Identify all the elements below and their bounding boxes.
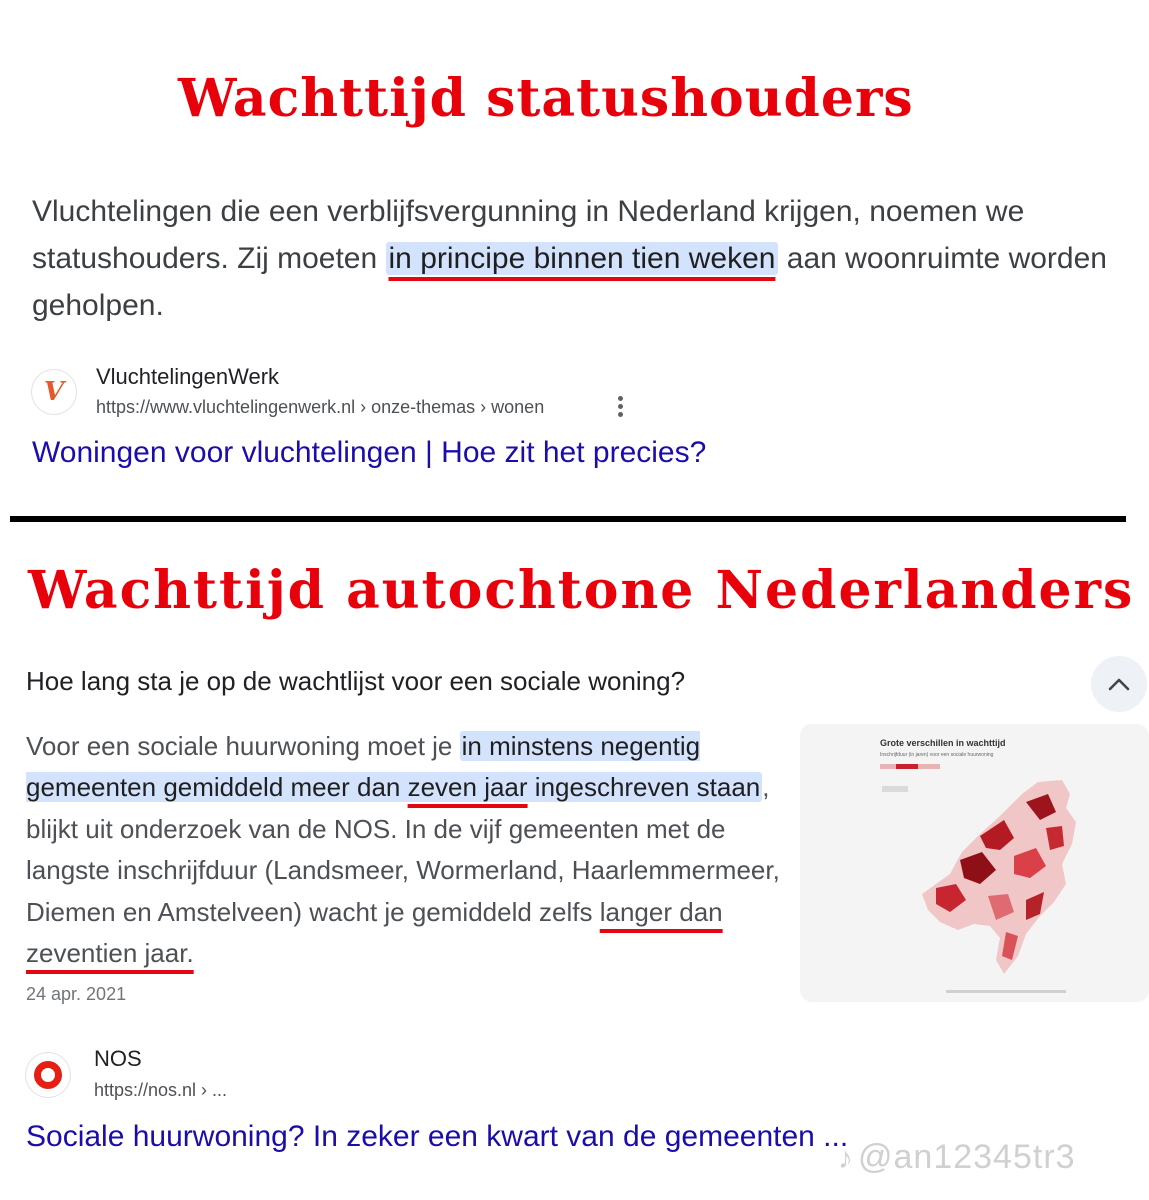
highlight-text: in minstens negentig gemeenten gemiddeld meer dan xyxy=(26,731,701,803)
vluchtelingenwerk-favicon[interactable] xyxy=(32,370,76,414)
snippet-statushouders xyxy=(32,188,1112,329)
source-url[interactable]: https://www.vluchtelingenwerk.nl › onze-themas › wonen xyxy=(96,397,545,417)
headline-autochtone-nederlanders: Wachttijd autochtone Nederlanders xyxy=(28,560,1135,621)
snippet-text: Vluchtelingen die een verblijfsvergunning in Nederland krijgen, noemen we statushouders. Zij moeten xyxy=(32,195,1025,275)
result-title-link[interactable]: Woningen voor vluchtelingen | Hoe zit het precies? xyxy=(32,436,707,469)
chevron-up-icon[interactable] xyxy=(1091,656,1147,712)
snippet-date: 24 apr. 2021 xyxy=(26,984,127,1004)
tiktok-watermark xyxy=(838,1138,1076,1177)
tiktok-icon: ♪ xyxy=(838,1142,854,1175)
v-logo-icon: V xyxy=(43,377,65,407)
headline-statushouders: Wachttijd statushouders xyxy=(178,68,914,129)
snippet-text: , blijkt uit onderzoek van de NOS. In de vijf gemeenten met de langste inschrijfduur (Landsmeer, Wormerland, Haarlemmermeer, Diemen en Amstelveen) wacht je gemiddeld zelfs xyxy=(26,772,780,927)
more-options-icon[interactable] xyxy=(612,396,628,422)
snippet-text: Voor een sociale huurwoning moet je xyxy=(26,731,460,761)
highlight-underlined: zeven jaar xyxy=(407,772,528,803)
question-header[interactable]: Hoe lang sta je op de wachtlijst voor een sociale woning? xyxy=(26,666,686,696)
snippet-text: aan woonruimte worden geholpen. xyxy=(32,242,1107,322)
nos-favicon[interactable] xyxy=(26,1053,70,1097)
highlight-text: ingeschreven staan xyxy=(527,772,761,803)
netherlands-map-icon xyxy=(800,724,1149,1002)
source-url[interactable]: https://nos.nl › ... xyxy=(94,1080,228,1100)
result-title-link[interactable]: Sociale huurwoning? In zeker een kwart van de gemeenten ... xyxy=(26,1120,849,1153)
map-thumbnail[interactable] xyxy=(800,724,1149,1002)
source-name[interactable]: VluchtelingenWerk xyxy=(96,364,280,389)
snippet-sociale-woning xyxy=(26,726,786,974)
map-subtitle: Inschrijfduur (in jaren) voor een sociale huurwoning xyxy=(880,752,994,758)
source-name[interactable]: NOS xyxy=(94,1046,142,1071)
snippet-highlight: in principe binnen tien weken xyxy=(386,242,779,275)
nos-logo-icon xyxy=(33,1060,63,1090)
map-title: Grote verschillen in wachttijd xyxy=(880,738,1006,748)
section-divider xyxy=(10,516,1126,522)
snippet-underlined: langer dan zeventien jaar. xyxy=(26,896,723,969)
watermark-handle: @an12345tr3 xyxy=(858,1138,1076,1176)
